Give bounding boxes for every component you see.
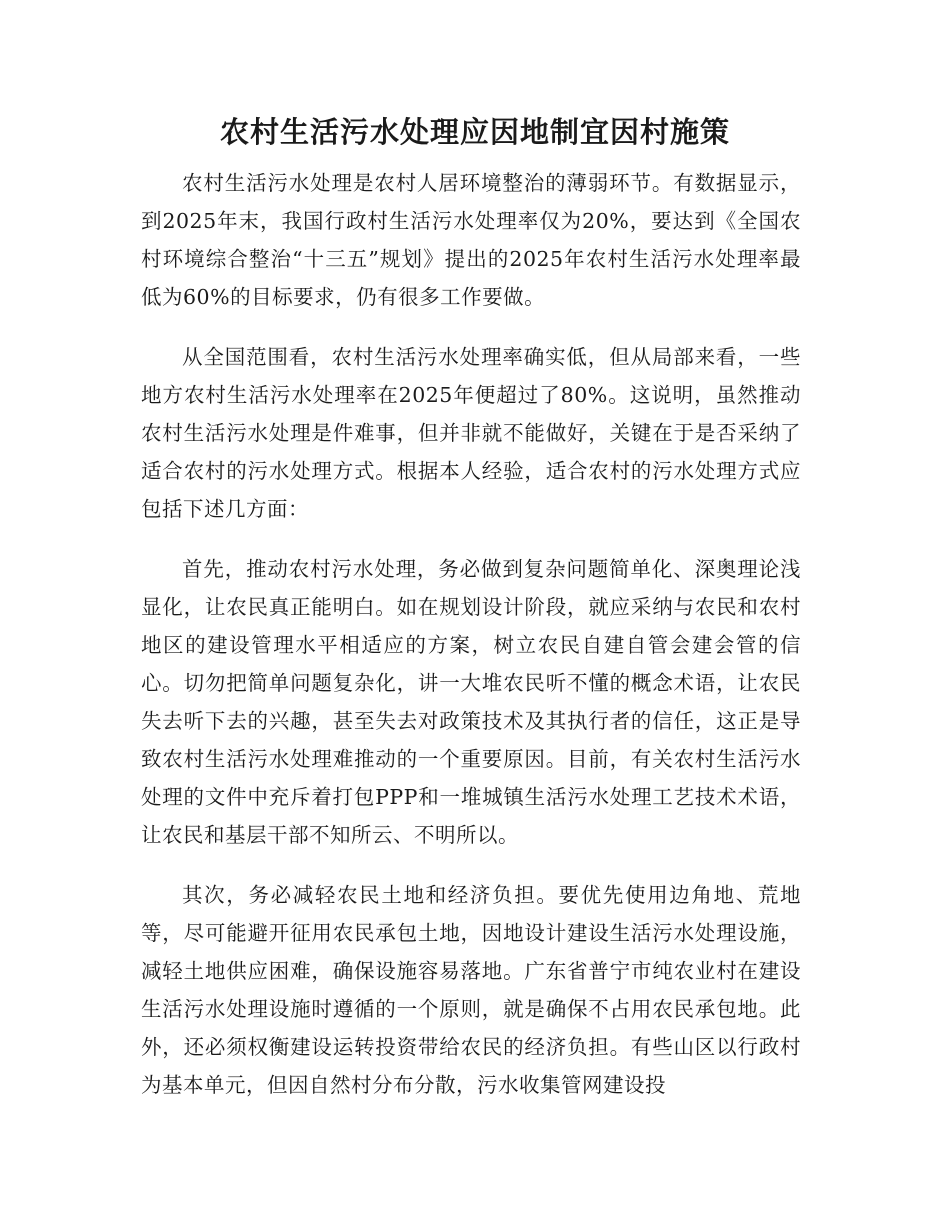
paragraph-4: 其次，务必减轻农民土地和经济负担。要优先使用边角地、荒地等，尽可能避开征用农民承包土地，因地设计建设生活污水处理设施，减轻土地供应困难，确保设施容易落地。广东省普宁市纯农业村在建设生活污水处理设施时遵循的一个原则，就是确保不占用农民承包地。此外，还必须权衡建设运转投资带给农民的经济负担。有些山区以行政村为基本单元，但因自然村分布分散，污水收集管网建设投 [141,883,801,1097]
document-title: 农村生活污水处理应因地制宜因村施策 [219,115,730,149]
paragraph-2: 从全国范围看，农村生活污水处理率确实低，但从局部来看，一些地方农村生活污水处理率在2025年便超过了80%。这说明，虽然推动农村生活污水处理是件难事，但并非就不能做好，关键在于是否采纳了适合农村的污水处理方式。根据本人经验，适合农村的污水处理方式应包括下述几方面： [141,345,801,521]
paragraph-1: 农村生活污水处理是农村人居环境整治的薄弱环节。有数据显示，到2025年末，我国行政村生活污水处理率仅为20%，要达到《全国农村环境综合整治“十三五”规划》提出的2025年农村生活污水处理率最低为60%的目标要求，仍有很多工作要做。 [141,171,801,309]
document-body [141,164,801,1126]
paragraph-3: 首先，推动农村污水处理，务必做到复杂问题简单化、深奥理论浅显化，让农民真正能明白。如在规划设计阶段，就应采纳与农民和农村地区的建设管理水平相适应的方案，树立农民自建自管会建会管的信心。切勿把简单问题复杂化，讲一大堆农民听不懂的概念术语，让农民失去听下去的兴趣，甚至失去对政策技术及其执行者的信任，这正是导致农村生活污水处理难推动的一个重要原因。目前，有关农村生活污水处理的文件中充斥着打包PPP和一堆城镇生活污水处理工艺技术术语，让农民和基层干部不知所云、不明所以。 [141,557,801,847]
